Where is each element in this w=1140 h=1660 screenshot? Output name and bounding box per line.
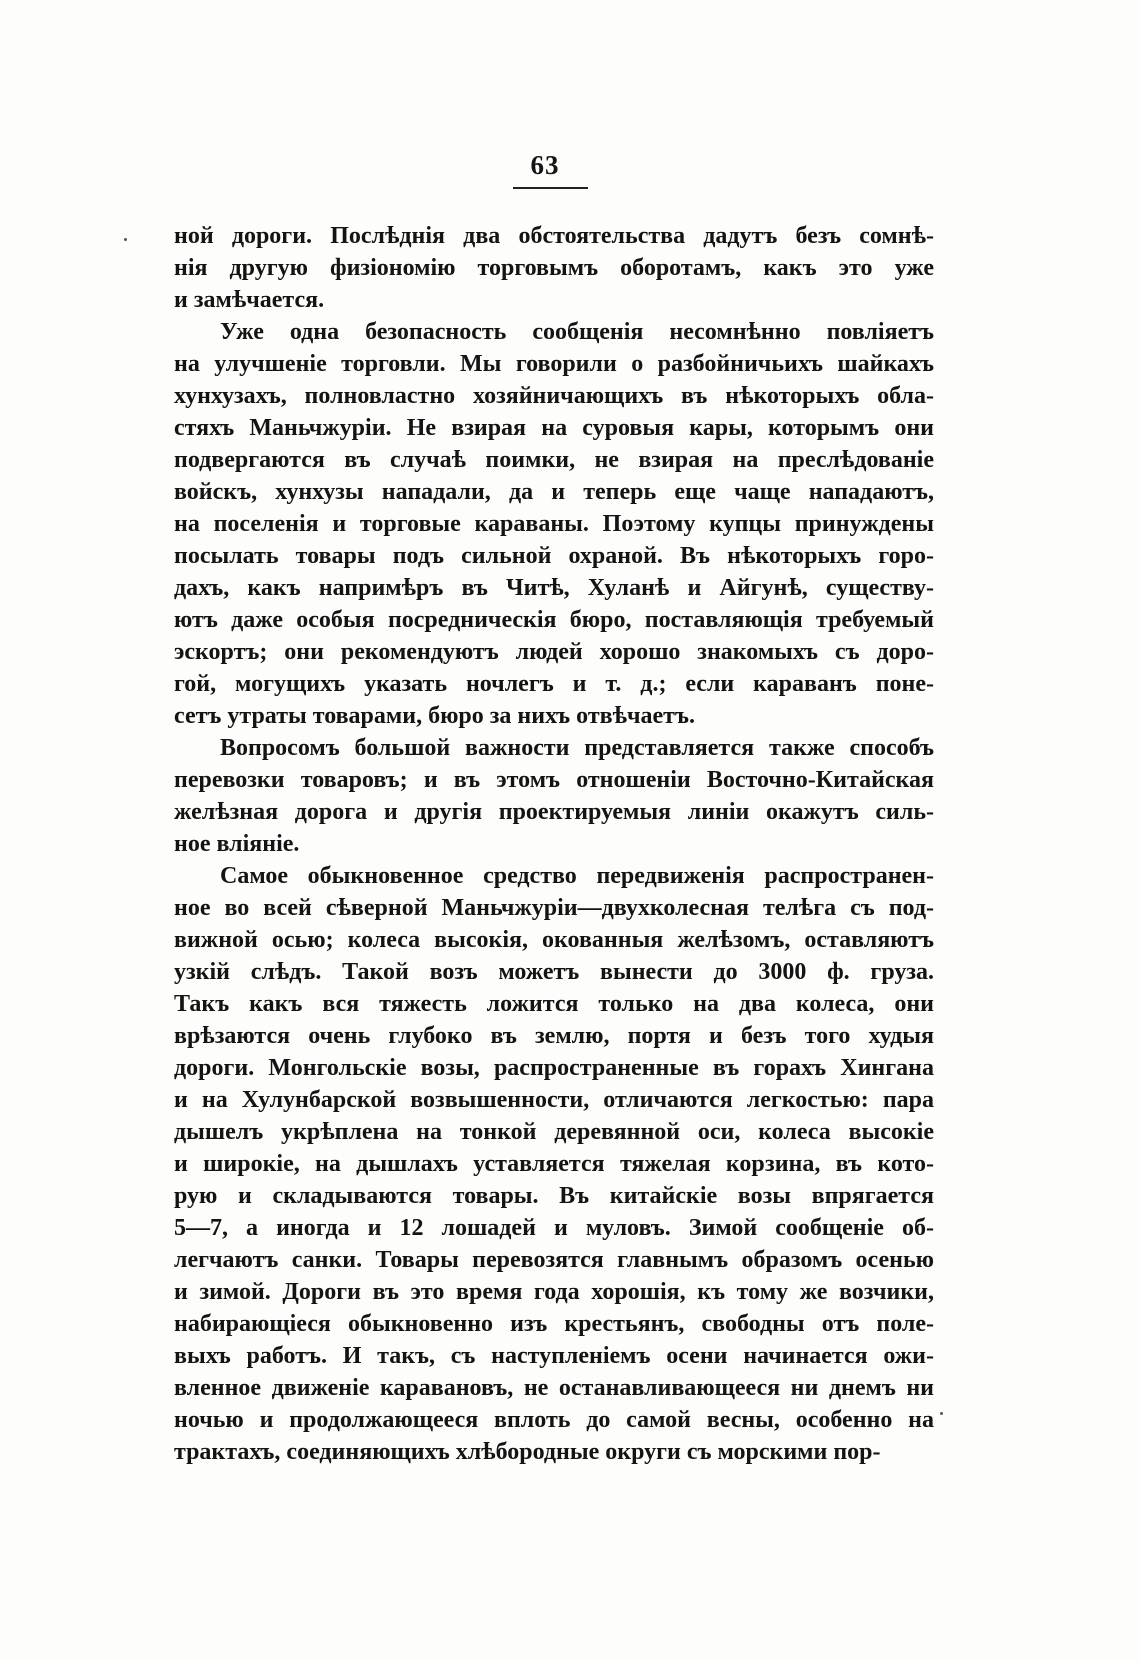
scan-speck [940,1412,943,1415]
text-line: ное вліяніе. [174,831,300,857]
paragraph [174,316,934,732]
scan-speck [124,238,127,241]
text-line: и замѣчается. [174,287,325,313]
text-line: и широкіе, на дышлахъ уставляется тяжелая корзина, въ кото- [174,1151,934,1177]
text-line: и на Хулунбарской возвышенности, отличаются легкостью: пара [174,1087,934,1113]
text-line: Самое обыкновенное средство передвиженія распространен- [220,863,934,889]
text-line: стяхъ Маньчжуріи. Не взирая на суровыя кары, которымъ они [174,415,934,441]
text-line: ночью и продолжающееся вплоть до самой весны, особенно на [174,1407,934,1433]
text-line: ное во всей сѣверной Маньчжуріи—двухколесная телѣга съ под- [174,895,934,921]
text-line: нія другую физіономію торговымъ оборотамъ, какъ это уже [174,255,934,281]
text-line: трактахъ, соединяющихъ хлѣбородные округи съ морскими пор- [174,1439,881,1465]
text-line: Уже одна безопасность сообщенія несомнѣнно повліяетъ [220,319,934,345]
text-line: подвергаются въ случаѣ поимки, не взирая на преслѣдованіе [174,447,934,473]
text-line: врѣзаются очень глубоко въ землю, портя и безъ того худыя [174,1023,934,1049]
text-line: гой, могущихъ указать ночлегъ и т. д.; если караванъ поне- [174,671,934,697]
text-line: сетъ утраты товарами, бюро за нихъ отвѣчаетъ. [174,703,695,729]
text-line: дышелъ укрѣплена на тонкой деревянной оси, колеса высокіе [174,1119,934,1145]
text-line: вижной осью; колеса высокія, окованныя желѣзомъ, оставляютъ [174,927,934,953]
body-text [174,220,934,1468]
paragraph [174,860,934,1468]
text-line: ной дороги. Послѣднія два обстоятельства дадутъ безъ сомнѣ- [174,223,934,249]
text-line: легчаютъ санки. Товары перевозятся главнымъ образомъ осенью [174,1247,934,1273]
paragraph [174,220,934,316]
text-line: ютъ даже особыя посредническія бюро, поставляющія требуемый [174,607,934,633]
text-line: на улучшеніе торговли. Мы говорили о разбойничьихъ шайкахъ [174,351,934,377]
text-line: Вопросомъ большой важности представляется также способъ [220,735,934,761]
text-line: дахъ, какъ напримѣръ въ Читѣ, Хуланѣ и Айгунѣ, существу- [174,575,934,601]
text-line: хунхузахъ, полновластно хозяйничающихъ въ нѣкоторыхъ обла- [174,383,934,409]
text-line: дороги. Монгольскіе возы, распространенные въ горахъ Хингана [174,1055,934,1081]
text-line: желѣзная дорога и другія проектируемыя линіи окажутъ силь- [174,799,934,825]
text-line: на поселенія и торговые караваны. Поэтому купцы принуждены [174,511,934,537]
text-line: посылать товары подъ сильной охраной. Въ нѣкоторыхъ горо- [174,543,934,569]
page-number-rule [513,187,588,189]
text-line: эскортъ; они рекомендуютъ людей хорошо знакомыхъ съ доро- [174,639,934,665]
text-line: узкій слѣдъ. Такой возъ можетъ вынести до 3000 ф. груза. [174,959,934,985]
page-number: 63 [530,150,560,180]
text-line: 5—7, а иногда и 12 лошадей и муловъ. Зимой сообщеніе об- [174,1215,934,1241]
text-line: выхъ работъ. И такъ, съ наступленіемъ осени начинается ожи- [174,1343,934,1369]
text-line: и зимой. Дороги въ это время года хорошія, къ тому же возчики, [174,1279,934,1305]
text-line: войскъ, хунхузы нападали, да и теперь еще чаще нападаютъ, [174,479,934,505]
text-line: перевозки товаровъ; и въ этомъ отношеніи Восточно-Китайская [174,767,934,793]
paragraph [174,732,934,860]
text-line: вленное движеніе каравановъ, не останавливающееся ни днемъ ни [174,1375,934,1401]
text-line: набирающіеся обыкновенно изъ крестьянъ, свободны отъ поле- [174,1311,934,1337]
text-line: рую и складываются товары. Въ китайскіе возы впрягается [174,1183,934,1209]
text-line: Такъ какъ вся тяжесть ложится только на два колеса, они [174,991,934,1017]
